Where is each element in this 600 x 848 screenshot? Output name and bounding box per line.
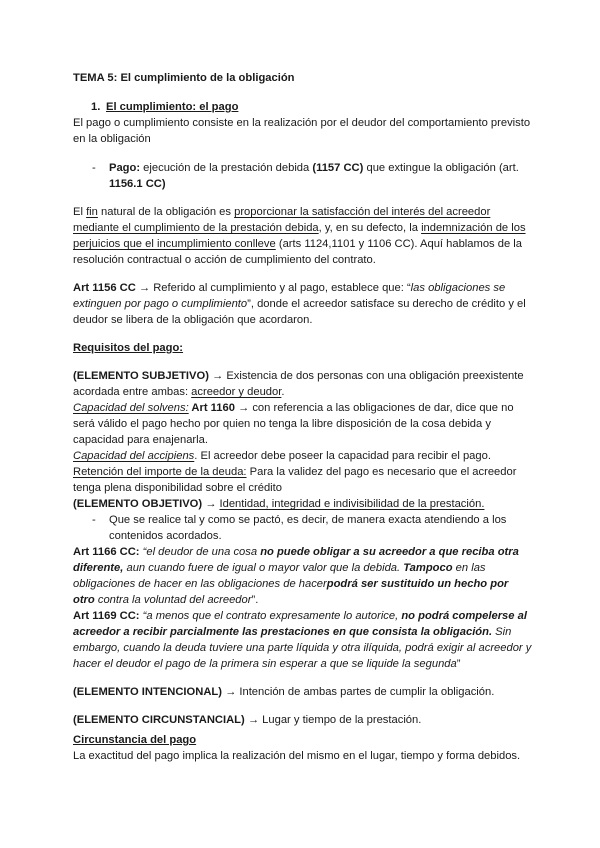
art1169-line-3: embargo, cuando la deuda tuviere una parte líquida y otra ilíquida, podrá exigir al acreedor y bbox=[73, 642, 532, 654]
art1166-label: Art 1166 CC: bbox=[73, 546, 140, 558]
objetivo-bullet-1: Que se realice tal y como se pactó, es decir, de manera exacta atendiendo a los bbox=[109, 514, 507, 526]
accipiens-label: Capacidad del accipiens bbox=[73, 450, 195, 462]
objetivo-dash: - bbox=[92, 514, 96, 526]
art1169-line-2 bbox=[73, 624, 511, 640]
section-number: 1. bbox=[91, 101, 101, 113]
art1156-l2-italic: extinguen por pago o cumplimiento bbox=[73, 298, 248, 310]
requisitos-heading: Requisitos del pago: bbox=[73, 342, 184, 354]
art1169-label: Art 1169 CC: bbox=[73, 610, 140, 622]
art1166-l1-italic: “el deudor de una cosa bbox=[139, 546, 258, 558]
intro-line-2: en la obligación bbox=[73, 133, 151, 145]
objetivo-arrow: → bbox=[202, 498, 220, 510]
pago-ref-1157: (1157 CC) bbox=[312, 162, 364, 174]
solvens-l1: → con referencia a las obligaciones de dar, dice que no bbox=[234, 402, 514, 414]
circunstancial-line bbox=[73, 712, 421, 728]
fin-l2-underlined: mediante el cumplimiento de la prestación debida bbox=[73, 222, 319, 234]
pago-text-2: que extingue la obligación (art. bbox=[363, 162, 519, 174]
art1156-line-1 bbox=[73, 280, 505, 296]
bullet-dash: - bbox=[92, 162, 96, 174]
pago-definition bbox=[109, 160, 519, 176]
art1156-label: Art 1156 CC bbox=[73, 282, 136, 294]
art1166-line-3 bbox=[73, 576, 508, 592]
art1166-l1-bolditalic: no puede obligar a su acreedor a que reciba otra bbox=[257, 546, 519, 558]
subjetivo-l2-a: acordada entre ambas: bbox=[73, 386, 192, 398]
fin-l1-a: El bbox=[73, 206, 87, 218]
art1166-tampoco: Tampoco bbox=[403, 562, 453, 574]
subjetivo-l1: → Existencia de dos personas con una obligación preexistente bbox=[208, 370, 524, 382]
objetivo-label: (ELEMENTO OBJETIVO) bbox=[73, 498, 203, 510]
art1166-line-1 bbox=[73, 544, 519, 560]
fin-l2-underlined-2: indemnización de los bbox=[421, 222, 526, 234]
art1169-l4-italic: hacer el deudor el pago de la primera sin esperar a que se liquide la segunda bbox=[73, 658, 457, 670]
section-heading: El cumplimiento: el pago bbox=[106, 101, 239, 113]
subjetivo-line-1 bbox=[73, 368, 524, 384]
fin-line-4: resolución contractual o acción de cumplimiento del contrato. bbox=[73, 254, 376, 266]
objetivo-underlined: Identidad, integridad e indivisibilidad de la prestación. bbox=[219, 498, 485, 510]
solvens-art: Art 1160 bbox=[188, 402, 235, 414]
intro-line-1: El pago o cumplimiento consiste en la realización por el deudor del comportamiento previsto bbox=[73, 117, 531, 129]
circunstancia-heading: Circunstancia del pago bbox=[73, 734, 197, 746]
art1156-l1-italic: las obligaciones se bbox=[410, 282, 506, 294]
retencion-l1: Para la validez del pago es necesario que el acreedor bbox=[246, 466, 517, 478]
pago-ref-1156: 1156.1 CC) bbox=[109, 178, 166, 190]
art1166-l4-italic: contra la voluntad del acreedor bbox=[94, 594, 252, 606]
art1156-line-2 bbox=[73, 296, 526, 312]
art1166-line-4 bbox=[73, 592, 258, 608]
art1166-l3-bolditalic: podrá ser sustituido un hecho por bbox=[326, 578, 509, 590]
fin-line-3 bbox=[73, 236, 522, 252]
art1169-line-4 bbox=[73, 656, 460, 672]
intencional-line bbox=[73, 684, 494, 700]
objetivo-line bbox=[73, 496, 484, 512]
art1156-line-3: deudor se libera de la obligación que acordaron. bbox=[73, 314, 313, 326]
retencion-line-1 bbox=[73, 464, 516, 480]
solvens-line-2: será válido el pago hecho por quien no tenga la libre disposición de la cosa debida y bbox=[73, 418, 491, 430]
circunstancial-label: (ELEMENTO CIRCUNSTANCIAL) bbox=[73, 714, 245, 726]
subjetivo-label: (ELEMENTO SUBJETIVO) bbox=[73, 370, 209, 382]
fin-l3-underlined: perjuicios que el incumplimiento conlleve bbox=[73, 238, 276, 250]
art1156-l2-b: ”, donde el acreedor satisface su derecho de crédito y el bbox=[247, 298, 526, 310]
fin-l1-b: natural de la obligación es bbox=[97, 206, 235, 218]
accipiens-text: . El acreedor debe poseer la capacidad para recibir el pago. bbox=[194, 450, 491, 462]
art1169-l2-bolditalic: acreedor a recibir parcialmente las prestaciones en que consista la obligación. bbox=[73, 626, 493, 638]
page-title: TEMA 5: El cumplimiento de la obligación bbox=[73, 72, 295, 84]
art1169-l4-end: ” bbox=[456, 658, 461, 670]
art1166-line-2 bbox=[73, 560, 486, 576]
objetivo-bullet-2: contenidos acordados. bbox=[109, 530, 222, 542]
fin-l1-underlined: proporcionar la satisfacción del interés del acreedor bbox=[234, 206, 491, 218]
art1166-l3-italic: obligaciones de hacer en las obligaciones de hacer bbox=[73, 578, 327, 590]
accipiens-line bbox=[73, 448, 491, 464]
pago-label: Pago: bbox=[109, 162, 141, 174]
art1166-otro: otro bbox=[73, 594, 95, 606]
subjetivo-l2-b: . bbox=[281, 386, 285, 398]
intencional-text: → Intención de ambas partes de cumplir la obligación. bbox=[221, 686, 495, 698]
fin-line-2 bbox=[73, 220, 526, 236]
solvens-line-3: capacidad para enajenarla. bbox=[73, 434, 208, 446]
fin-word: fin bbox=[86, 206, 98, 218]
art1166-l2-bolditalic: diferente, bbox=[73, 562, 124, 574]
pago-text: ejecución de la prestación debida bbox=[140, 162, 313, 174]
intencional-label: (ELEMENTO INTENCIONAL) bbox=[73, 686, 222, 698]
fin-l3-b: (arts 1124,1101 y 1106 CC). Aquí hablamos de la bbox=[275, 238, 523, 250]
retencion-label: Retención del importe de la deuda: bbox=[73, 466, 247, 478]
art1169-l1-bolditalic: no podrá compelerse al bbox=[401, 610, 527, 622]
art1156-l1-a: → Referido al cumplimiento y al pago, establece que: “ bbox=[135, 282, 411, 294]
fin-line-1 bbox=[73, 204, 490, 220]
art1166-l4-end: ”. bbox=[251, 594, 259, 606]
retencion-line-2: tenga plena disponibilidad sobre el crédito bbox=[73, 482, 282, 494]
subjetivo-line-2 bbox=[73, 384, 284, 400]
art1169-l1-italic: “a menos que el contrato expresamente lo autorice, bbox=[139, 610, 402, 622]
circunstancial-text: → Lugar y tiempo de la prestación. bbox=[244, 714, 422, 726]
acreedor-deudor: acreedor y deudor bbox=[191, 386, 282, 398]
solvens-line-1 bbox=[73, 400, 514, 416]
art1169-l2-italic: Sin bbox=[492, 626, 512, 638]
art1166-l2-italic: aun cuando fuere de igual o mayor valor que la debida. bbox=[123, 562, 404, 574]
solvens-label: Capacidad del solvens: bbox=[73, 402, 189, 414]
fin-l2-b: , y, en su defecto, la bbox=[318, 222, 422, 234]
circunstancia-text: La exactitud del pago implica la realización del mismo en el lugar, tiempo y forma debidos. bbox=[73, 750, 521, 762]
art1166-l2-italic-2: en las bbox=[452, 562, 486, 574]
art1169-line-1 bbox=[73, 608, 527, 624]
